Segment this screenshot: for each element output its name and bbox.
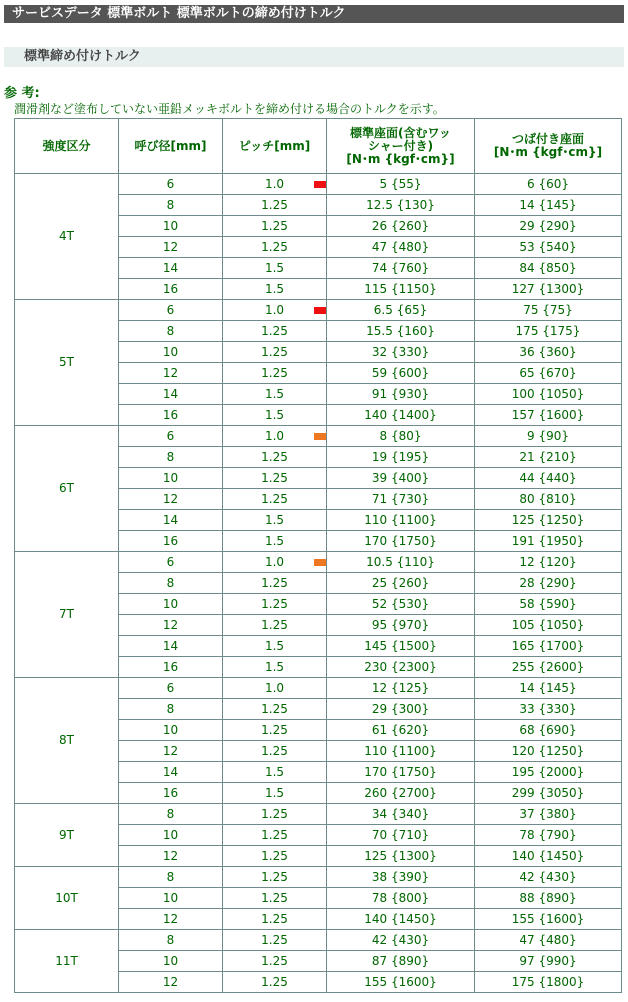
flange-seat-torque-cell: 6 {60} xyxy=(475,174,622,195)
flange-seat-torque-cell: 44 {440} xyxy=(475,468,622,489)
pitch-cell: 1.5 xyxy=(223,279,327,300)
standard-seat-torque-cell: 12.5 {130} xyxy=(327,195,475,216)
flange-seat-torque-cell: 42 {430} xyxy=(475,867,622,888)
pitch-cell: 1.5 xyxy=(223,783,327,804)
flange-seat-torque-cell: 53 {540} xyxy=(475,237,622,258)
flange-seat-torque-cell: 191 {1950} xyxy=(475,531,622,552)
header-standard-seat-line1: 標準座面(含むワッ xyxy=(350,125,451,140)
pitch-cell: 1.25 xyxy=(223,573,327,594)
standard-seat-torque-cell: 70 {710} xyxy=(327,825,475,846)
grade-cell: 7T xyxy=(15,552,119,678)
flange-seat-torque-cell: 299 {3050} xyxy=(475,783,622,804)
pitch-cell: 1.25 xyxy=(223,846,327,867)
pitch-cell: 1.5 xyxy=(223,384,327,405)
standard-seat-torque-cell: 95 {970} xyxy=(327,615,475,636)
diameter-cell: 12 xyxy=(119,909,223,930)
pitch-cell: 1.0 xyxy=(223,552,327,573)
flange-seat-torque-cell: 175 {175} xyxy=(475,321,622,342)
standard-seat-torque-cell: 110 {1100} xyxy=(327,510,475,531)
standard-seat-torque-cell: 38 {390} xyxy=(327,867,475,888)
flange-seat-torque-cell: 47 {480} xyxy=(475,930,622,951)
pitch-cell: 1.5 xyxy=(223,531,327,552)
flange-seat-torque-cell: 68 {690} xyxy=(475,720,622,741)
pitch-cell: 1.25 xyxy=(223,342,327,363)
diameter-cell: 6 xyxy=(119,174,223,195)
flange-seat-torque-cell: 65 {670} xyxy=(475,363,622,384)
diameter-cell: 8 xyxy=(119,195,223,216)
header-standard-seat-line2: シャー付き) xyxy=(367,138,434,153)
diameter-cell: 10 xyxy=(119,594,223,615)
flange-seat-torque-cell: 105 {1050} xyxy=(475,615,622,636)
standard-seat-torque-cell: 71 {730} xyxy=(327,489,475,510)
diameter-cell: 8 xyxy=(119,321,223,342)
diameter-cell: 8 xyxy=(119,699,223,720)
table-row xyxy=(15,804,622,825)
flange-seat-torque-cell: 21 {210} xyxy=(475,447,622,468)
standard-seat-torque-cell: 61 {620} xyxy=(327,720,475,741)
diameter-cell: 10 xyxy=(119,216,223,237)
diameter-cell: 12 xyxy=(119,489,223,510)
flange-seat-torque-cell: 195 {2000} xyxy=(475,762,622,783)
pitch-cell: 1.0 xyxy=(223,426,327,447)
standard-seat-torque-cell: 87 {890} xyxy=(327,951,475,972)
standard-seat-torque-cell: 25 {260} xyxy=(327,573,475,594)
grade-cell: 11T xyxy=(15,930,119,993)
table-body xyxy=(15,174,622,993)
pitch-cell: 1.25 xyxy=(223,216,327,237)
diameter-cell: 14 xyxy=(119,384,223,405)
diameter-cell: 16 xyxy=(119,279,223,300)
diameter-cell: 6 xyxy=(119,300,223,321)
pitch-cell: 1.25 xyxy=(223,468,327,489)
flange-seat-torque-cell: 155 {1600} xyxy=(475,909,622,930)
standard-seat-torque-cell: 155 {1600} xyxy=(327,972,475,993)
pitch-cell: 1.25 xyxy=(223,867,327,888)
header-standard-seat xyxy=(327,119,475,174)
diameter-cell: 16 xyxy=(119,657,223,678)
pitch-cell: 1.25 xyxy=(223,909,327,930)
table-row xyxy=(15,552,622,573)
pitch-cell: 1.25 xyxy=(223,720,327,741)
diameter-cell: 14 xyxy=(119,636,223,657)
diameter-cell: 8 xyxy=(119,804,223,825)
flange-seat-torque-cell: 37 {380} xyxy=(475,804,622,825)
header-diameter: 呼び径[mm] xyxy=(119,119,223,174)
header-grade: 強度区分 xyxy=(15,119,119,174)
pitch-cell: 1.0 xyxy=(223,678,327,699)
orange-arrow-icon xyxy=(314,430,327,443)
pitch-cell: 1.25 xyxy=(223,489,327,510)
header-pitch: ピッチ[mm] xyxy=(223,119,327,174)
pitch-cell: 1.25 xyxy=(223,615,327,636)
flange-seat-torque-cell: 140 {1450} xyxy=(475,846,622,867)
flange-seat-torque-cell: 157 {1600} xyxy=(475,405,622,426)
standard-seat-torque-cell: 26 {260} xyxy=(327,216,475,237)
pitch-cell: 1.5 xyxy=(223,405,327,426)
grade-cell: 10T xyxy=(15,867,119,930)
flange-seat-torque-cell: 14 {145} xyxy=(475,195,622,216)
standard-seat-torque-cell: 12 {125} xyxy=(327,678,475,699)
pitch-cell: 1.5 xyxy=(223,258,327,279)
pitch-cell: 1.5 xyxy=(223,510,327,531)
diameter-cell: 8 xyxy=(119,867,223,888)
flange-seat-torque-cell: 28 {290} xyxy=(475,573,622,594)
flange-seat-torque-cell: 100 {1050} xyxy=(475,384,622,405)
flange-seat-torque-cell: 75 {75} xyxy=(475,300,622,321)
flange-seat-torque-cell: 120 {1250} xyxy=(475,741,622,762)
torque-table xyxy=(14,118,622,993)
page-header: サービスデータ 標準ボルト 標準ボルトの締め付けトルク xyxy=(4,5,624,23)
flange-seat-torque-cell: 33 {330} xyxy=(475,699,622,720)
pitch-cell: 1.0 xyxy=(223,174,327,195)
diameter-cell: 16 xyxy=(119,531,223,552)
standard-seat-torque-cell: 52 {530} xyxy=(327,594,475,615)
flange-seat-torque-cell: 255 {2600} xyxy=(475,657,622,678)
flange-seat-torque-cell: 97 {990} xyxy=(475,951,622,972)
diameter-cell: 12 xyxy=(119,846,223,867)
pitch-cell: 1.5 xyxy=(223,762,327,783)
pitch-cell: 1.25 xyxy=(223,888,327,909)
diameter-cell: 14 xyxy=(119,762,223,783)
standard-seat-torque-cell: 39 {400} xyxy=(327,468,475,489)
flange-seat-torque-cell: 125 {1250} xyxy=(475,510,622,531)
section-title: 標準締め付けトルク xyxy=(4,47,624,67)
pitch-cell: 1.5 xyxy=(223,657,327,678)
orange-arrow-icon xyxy=(314,556,327,569)
standard-seat-torque-cell: 10.5 {110} xyxy=(327,552,475,573)
pitch-cell: 1.25 xyxy=(223,951,327,972)
pitch-cell: 1.25 xyxy=(223,825,327,846)
pitch-cell: 1.25 xyxy=(223,363,327,384)
flange-seat-torque-cell: 78 {790} xyxy=(475,825,622,846)
table-row xyxy=(15,867,622,888)
standard-seat-torque-cell: 42 {430} xyxy=(327,930,475,951)
grade-cell: 4T xyxy=(15,174,119,300)
standard-seat-torque-cell: 59 {600} xyxy=(327,363,475,384)
diameter-cell: 12 xyxy=(119,615,223,636)
header-standard-seat-line3: [N･m {kgf･cm}] xyxy=(346,151,455,166)
red-arrow-icon xyxy=(314,178,327,191)
table-row xyxy=(15,426,622,447)
standard-seat-torque-cell: 115 {1150} xyxy=(327,279,475,300)
diameter-cell: 12 xyxy=(119,972,223,993)
flange-seat-torque-cell: 84 {850} xyxy=(475,258,622,279)
diameter-cell: 6 xyxy=(119,426,223,447)
flange-seat-torque-cell: 9 {90} xyxy=(475,426,622,447)
standard-seat-torque-cell: 260 {2700} xyxy=(327,783,475,804)
pitch-cell: 1.0 xyxy=(223,300,327,321)
pitch-cell: 1.25 xyxy=(223,195,327,216)
flange-seat-torque-cell: 29 {290} xyxy=(475,216,622,237)
pitch-cell: 1.5 xyxy=(223,636,327,657)
standard-seat-torque-cell: 74 {760} xyxy=(327,258,475,279)
diameter-cell: 10 xyxy=(119,825,223,846)
standard-seat-torque-cell: 125 {1300} xyxy=(327,846,475,867)
red-arrow-icon xyxy=(314,304,327,317)
table-row xyxy=(15,300,622,321)
header-flange-seat xyxy=(475,119,622,174)
diameter-cell: 6 xyxy=(119,552,223,573)
pitch-cell: 1.25 xyxy=(223,237,327,258)
flange-seat-torque-cell: 58 {590} xyxy=(475,594,622,615)
grade-cell: 5T xyxy=(15,300,119,426)
header-flange-seat-line1: つば付き座面 xyxy=(511,132,584,146)
grade-cell: 6T xyxy=(15,426,119,552)
pitch-cell: 1.25 xyxy=(223,699,327,720)
pitch-cell: 1.25 xyxy=(223,321,327,342)
pitch-cell: 1.25 xyxy=(223,741,327,762)
grade-cell: 8T xyxy=(15,678,119,804)
grade-cell: 9T xyxy=(15,804,119,867)
standard-seat-torque-cell: 19 {195} xyxy=(327,447,475,468)
standard-seat-torque-cell: 230 {2300} xyxy=(327,657,475,678)
pitch-cell: 1.25 xyxy=(223,972,327,993)
diameter-cell: 10 xyxy=(119,951,223,972)
standard-seat-torque-cell: 140 {1400} xyxy=(327,405,475,426)
flange-seat-torque-cell: 14 {145} xyxy=(475,678,622,699)
pitch-cell: 1.25 xyxy=(223,930,327,951)
table-row xyxy=(15,678,622,699)
table-row xyxy=(15,174,622,195)
header-flange-seat-line2: [N･m {kgf･cm}] xyxy=(493,145,603,159)
diameter-cell: 8 xyxy=(119,447,223,468)
diameter-cell: 10 xyxy=(119,342,223,363)
diameter-cell: 14 xyxy=(119,510,223,531)
standard-seat-torque-cell: 8 {80} xyxy=(327,426,475,447)
table-header-row xyxy=(15,119,622,174)
flange-seat-torque-cell: 127 {1300} xyxy=(475,279,622,300)
standard-seat-torque-cell: 110 {1100} xyxy=(327,741,475,762)
diameter-cell: 14 xyxy=(119,258,223,279)
standard-seat-torque-cell: 145 {1500} xyxy=(327,636,475,657)
standard-seat-torque-cell: 32 {330} xyxy=(327,342,475,363)
pitch-cell: 1.25 xyxy=(223,447,327,468)
standard-seat-torque-cell: 91 {930} xyxy=(327,384,475,405)
standard-seat-torque-cell: 170 {1750} xyxy=(327,762,475,783)
pitch-cell: 1.25 xyxy=(223,804,327,825)
flange-seat-torque-cell: 80 {810} xyxy=(475,489,622,510)
diameter-cell: 8 xyxy=(119,573,223,594)
standard-seat-torque-cell: 5 {55} xyxy=(327,174,475,195)
diameter-cell: 10 xyxy=(119,468,223,489)
flange-seat-torque-cell: 175 {1800} xyxy=(475,972,622,993)
diameter-cell: 16 xyxy=(119,405,223,426)
diameter-cell: 6 xyxy=(119,678,223,699)
standard-seat-torque-cell: 78 {800} xyxy=(327,888,475,909)
diameter-cell: 10 xyxy=(119,888,223,909)
diameter-cell: 12 xyxy=(119,363,223,384)
pitch-cell: 1.25 xyxy=(223,594,327,615)
flange-seat-torque-cell: 88 {890} xyxy=(475,888,622,909)
standard-seat-torque-cell: 6.5 {65} xyxy=(327,300,475,321)
flange-seat-torque-cell: 165 {1700} xyxy=(475,636,622,657)
diameter-cell: 12 xyxy=(119,237,223,258)
standard-seat-torque-cell: 47 {480} xyxy=(327,237,475,258)
diameter-cell: 12 xyxy=(119,741,223,762)
flange-seat-torque-cell: 36 {360} xyxy=(475,342,622,363)
diameter-cell: 16 xyxy=(119,783,223,804)
standard-seat-torque-cell: 29 {300} xyxy=(327,699,475,720)
standard-seat-torque-cell: 140 {1450} xyxy=(327,909,475,930)
table-row xyxy=(15,930,622,951)
diameter-cell: 10 xyxy=(119,720,223,741)
standard-seat-torque-cell: 34 {340} xyxy=(327,804,475,825)
reference-note: 潤滑剤など塗布していない亜鉛メッキボルトを締め付ける場合のトルクを示す。 xyxy=(14,102,445,116)
standard-seat-torque-cell: 170 {1750} xyxy=(327,531,475,552)
diameter-cell: 8 xyxy=(119,930,223,951)
standard-seat-torque-cell: 15.5 {160} xyxy=(327,321,475,342)
reference-label: 参 考: xyxy=(4,86,40,101)
flange-seat-torque-cell: 12 {120} xyxy=(475,552,622,573)
